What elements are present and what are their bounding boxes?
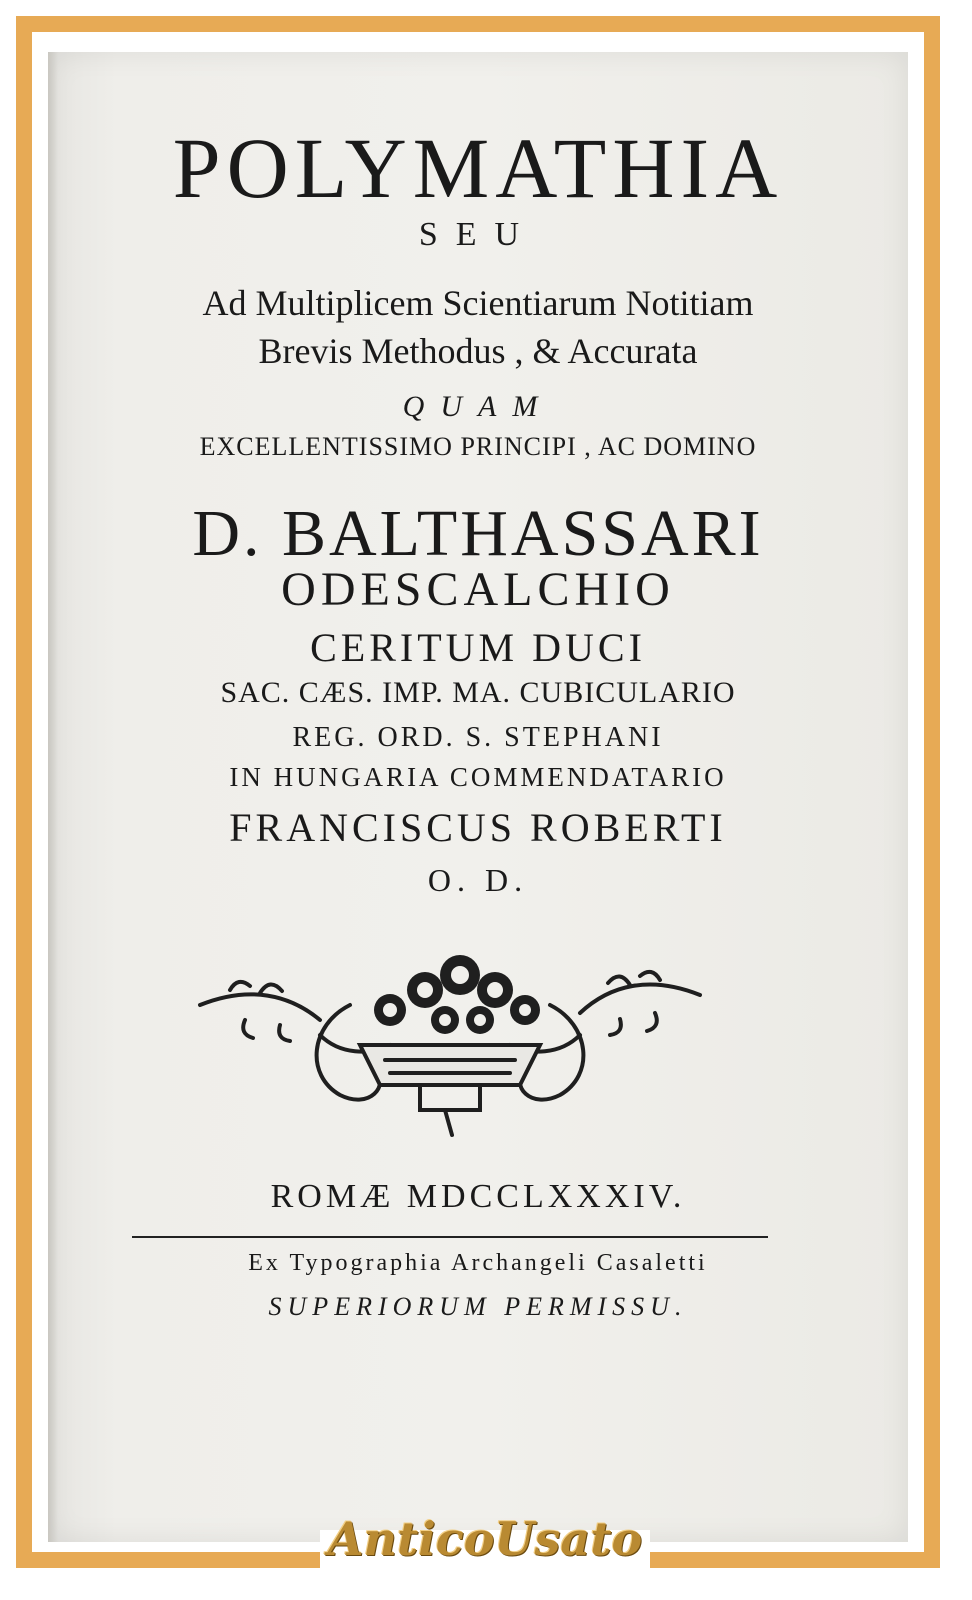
dedicatee-title-3: REG. ORD. S. STEPHANI [292,722,664,753]
book-title: POLYMATHIA [172,120,784,216]
quam-line: QUAM [402,390,554,423]
flower-basket-ornament [190,935,710,1145]
dedication-line: EXCELLENTISSIMO PRINCIPI , AC DOMINO [199,432,757,461]
dedicatee-name: D. BALTHASSARI [192,497,764,570]
imprint-place-year: ROMÆ MDCCLXXXIV. [270,1178,686,1215]
dedicatee-title-2: SAC. CÆS. IMP. MA. CUBICULARIO [220,676,736,709]
imprint-printer: Ex Typographia Archangeli Casaletti [248,1250,708,1276]
subtitle-line-1: Ad Multiplicem Scientiarum Notitiam [202,283,754,323]
imprint-permission: SUPERIORUM PERMISSU. [268,1292,688,1321]
author-name: FRANCISCUS ROBERTI [229,805,727,850]
imprint-rule [132,1236,768,1238]
od-line: O. D. [427,862,529,898]
dedicatee-surname: ODESCALCHIO [281,563,675,616]
seu-line: SEU [418,216,538,253]
dedicatee-title-1: CERITUM DUCI [310,625,646,670]
subtitle-line-2: Brevis Methodus , & Accurata [258,331,698,371]
anticousato-watermark: AnticoUsato [327,1512,643,1566]
dedicatee-title-4: IN HUNGARIA COMMENDATARIO [229,762,727,792]
